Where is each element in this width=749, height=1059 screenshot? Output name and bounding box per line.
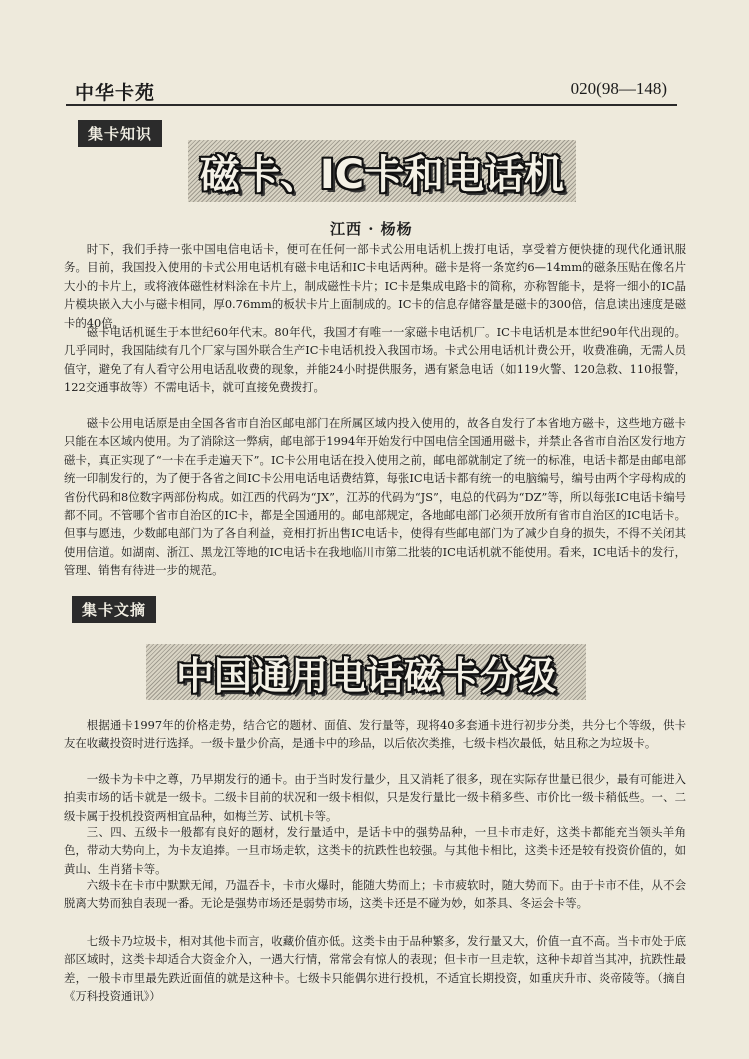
header-rule	[66, 104, 677, 106]
digest-paragraph: 六级卡在卡市中默默无闻，乃温吞卡，卡市火爆时，能随大势而上；卡市疲软时，随大势而下。由于卡市不佳，从不会脱离大势而独自表现一番。无论是强势市场还是弱势市场，这类卡还是不碰为妙，如茶具、冬运会卡等。	[64, 878, 686, 911]
section-tag-digest: 集卡文摘	[72, 596, 156, 623]
article-paragraph: 时下，我们手持一张中国电信电话卡，便可在任何一部卡式公用电话机上拨打电话，享受着方便快捷的现代化通讯服务。目前，我国投入使用的卡式公用电话机有磁卡电话和IC卡电话两种。磁卡是将一条宽约6—14mm的磁条压贴在像名片大小的卡片上，或将液体磁性材料涂在卡片上，制成磁性卡片；IC卡是集成电路卡的简称，亦称智能卡，是将一细小的IC晶片模块嵌入大小与磁卡相同，厚0.76mm的板状卡片上面制成的。IC卡的信息存储容量是磁卡的300倍，信息读出速度是磁卡的40倍。	[64, 242, 686, 330]
digest-paragraph: 七级卡乃垃圾卡，相对其他卡而言，收藏价值亦低。这类卡由于品种繁多，发行量又大，价值一直不高。当卡市处于底部区域时，这类卡却适合大资金介入，一遇大行情，常常会有惊人的表现；但卡市一旦走软，这种卡却首当其冲，抗跌性最差，一般卡市里最先跌近面值的就是这种卡。七级卡只能偶尔进行投机，不适宜长期投资，如重庆升市、炎帝陵等。（摘自《万科投资通讯》）	[64, 934, 686, 1004]
article-title: 磁卡、IC卡和电话机	[199, 151, 565, 198]
article-author: 江西 · 杨杨	[330, 220, 413, 238]
digest-title: 中国通用电话磁卡分级	[175, 653, 556, 698]
digest-paragraph: 根据通卡1997年的价格走势，结合它的题材、面值、发行量等，现将40多套通卡进行初步分类，共分七个等级，供卡友在收藏投资时进行选择。一级卡量少价高，是通卡中的珍品，以后依次类推，七级卡档次最低，姑且称之为垃圾卡。	[64, 718, 686, 751]
magazine-name: 中华卡苑	[75, 82, 156, 104]
digest-paragraph: 三、四、五级卡一般都有良好的题材，发行量适中，是话卡中的强势品种，一旦卡市走好，这类卡都能充当领头羊角色，带动大势向上，为卡友追捧。一旦市场走软，这类卡的抗跌性也较强。与其他卡相比，这类卡还是较有投资价值的，如黄山、生肖猪卡等。	[64, 825, 686, 876]
article-paragraph: 磁卡公用电话原是由全国各省市自治区邮电部门在所属区域内投入使用的，故各自发行了本省地方磁卡，这些地方磁卡只能在本区域内使用。为了消除这一弊病，邮电部于1994年开始发行中国电信全国通用磁卡，并禁止各省市自治区发行地方磁卡，真正实现了“一卡在手走遍天下”。IC卡公用电话在投入使用之前，邮电部就制定了统一的标准，电话卡都是由邮电部统一印制发行的，为了便于各省之间IC卡公用电话电话费结算，每张IC电话卡都有统一的电脑编号，编号由两个字母构成的省份代码和8位数字两部份构成。如江西的代码为“JX”，江苏的代码为“JS”，电总的代码为“DZ”等，所以每张IC电话卡编号都不同。不管哪个省市自治区的IC卡，都是全国通用的。邮电部规定，各地邮电部门必须开放所有省市自治区的IC电话卡。但事与愿违，少数邮电部门为了各自利益，竞相打折出售IC电话卡，使得有些邮电部门为了减少自身的损失，不得不关闭其使用信道。如湖南、浙江、黑龙江等地的IC电话卡在我地临川市第二批装的IC电话机就不能使用。看来，IC电话卡的发行，管理、销售有待进一步的规范。	[64, 416, 686, 578]
digest-title-banner	[146, 644, 586, 700]
article-paragraph: 磁卡电话机诞生于本世纪60年代末。80年代，我国才有唯一一家磁卡电话机厂。IC卡电话机是本世纪90年代出现的。几乎同时，我国陆续有几个厂家与国外联合生产IC卡电话机投入我国市场。卡式公用电话机计费公开，收费准确，无需人员值守，避免了有人看守公用电话乱收费的现象，并能24小时提供服务，遇有紧急电话（如119火警、120急救、110报警，122交通事故等）不需电话卡，就可直接免费拨打。	[64, 325, 686, 395]
article-title-banner	[188, 140, 576, 202]
page-code: 020(98—148)	[570, 79, 667, 98]
section-tag-knowledge: 集卡知识	[78, 120, 162, 147]
digest-paragraph: 一级卡为卡中之尊，乃早期发行的通卡。由于当时发行量少，且又消耗了很多，现在实际存世量已很少，最有可能进入拍卖市场的话卡就是一级卡。二级卡目前的状况和一级卡相似，只是发行量比一级卡稍多些、市价比一级卡稍低些。一、二级卡属于投机投资两相宜品种，如梅兰芳、试机卡等。	[64, 772, 686, 823]
